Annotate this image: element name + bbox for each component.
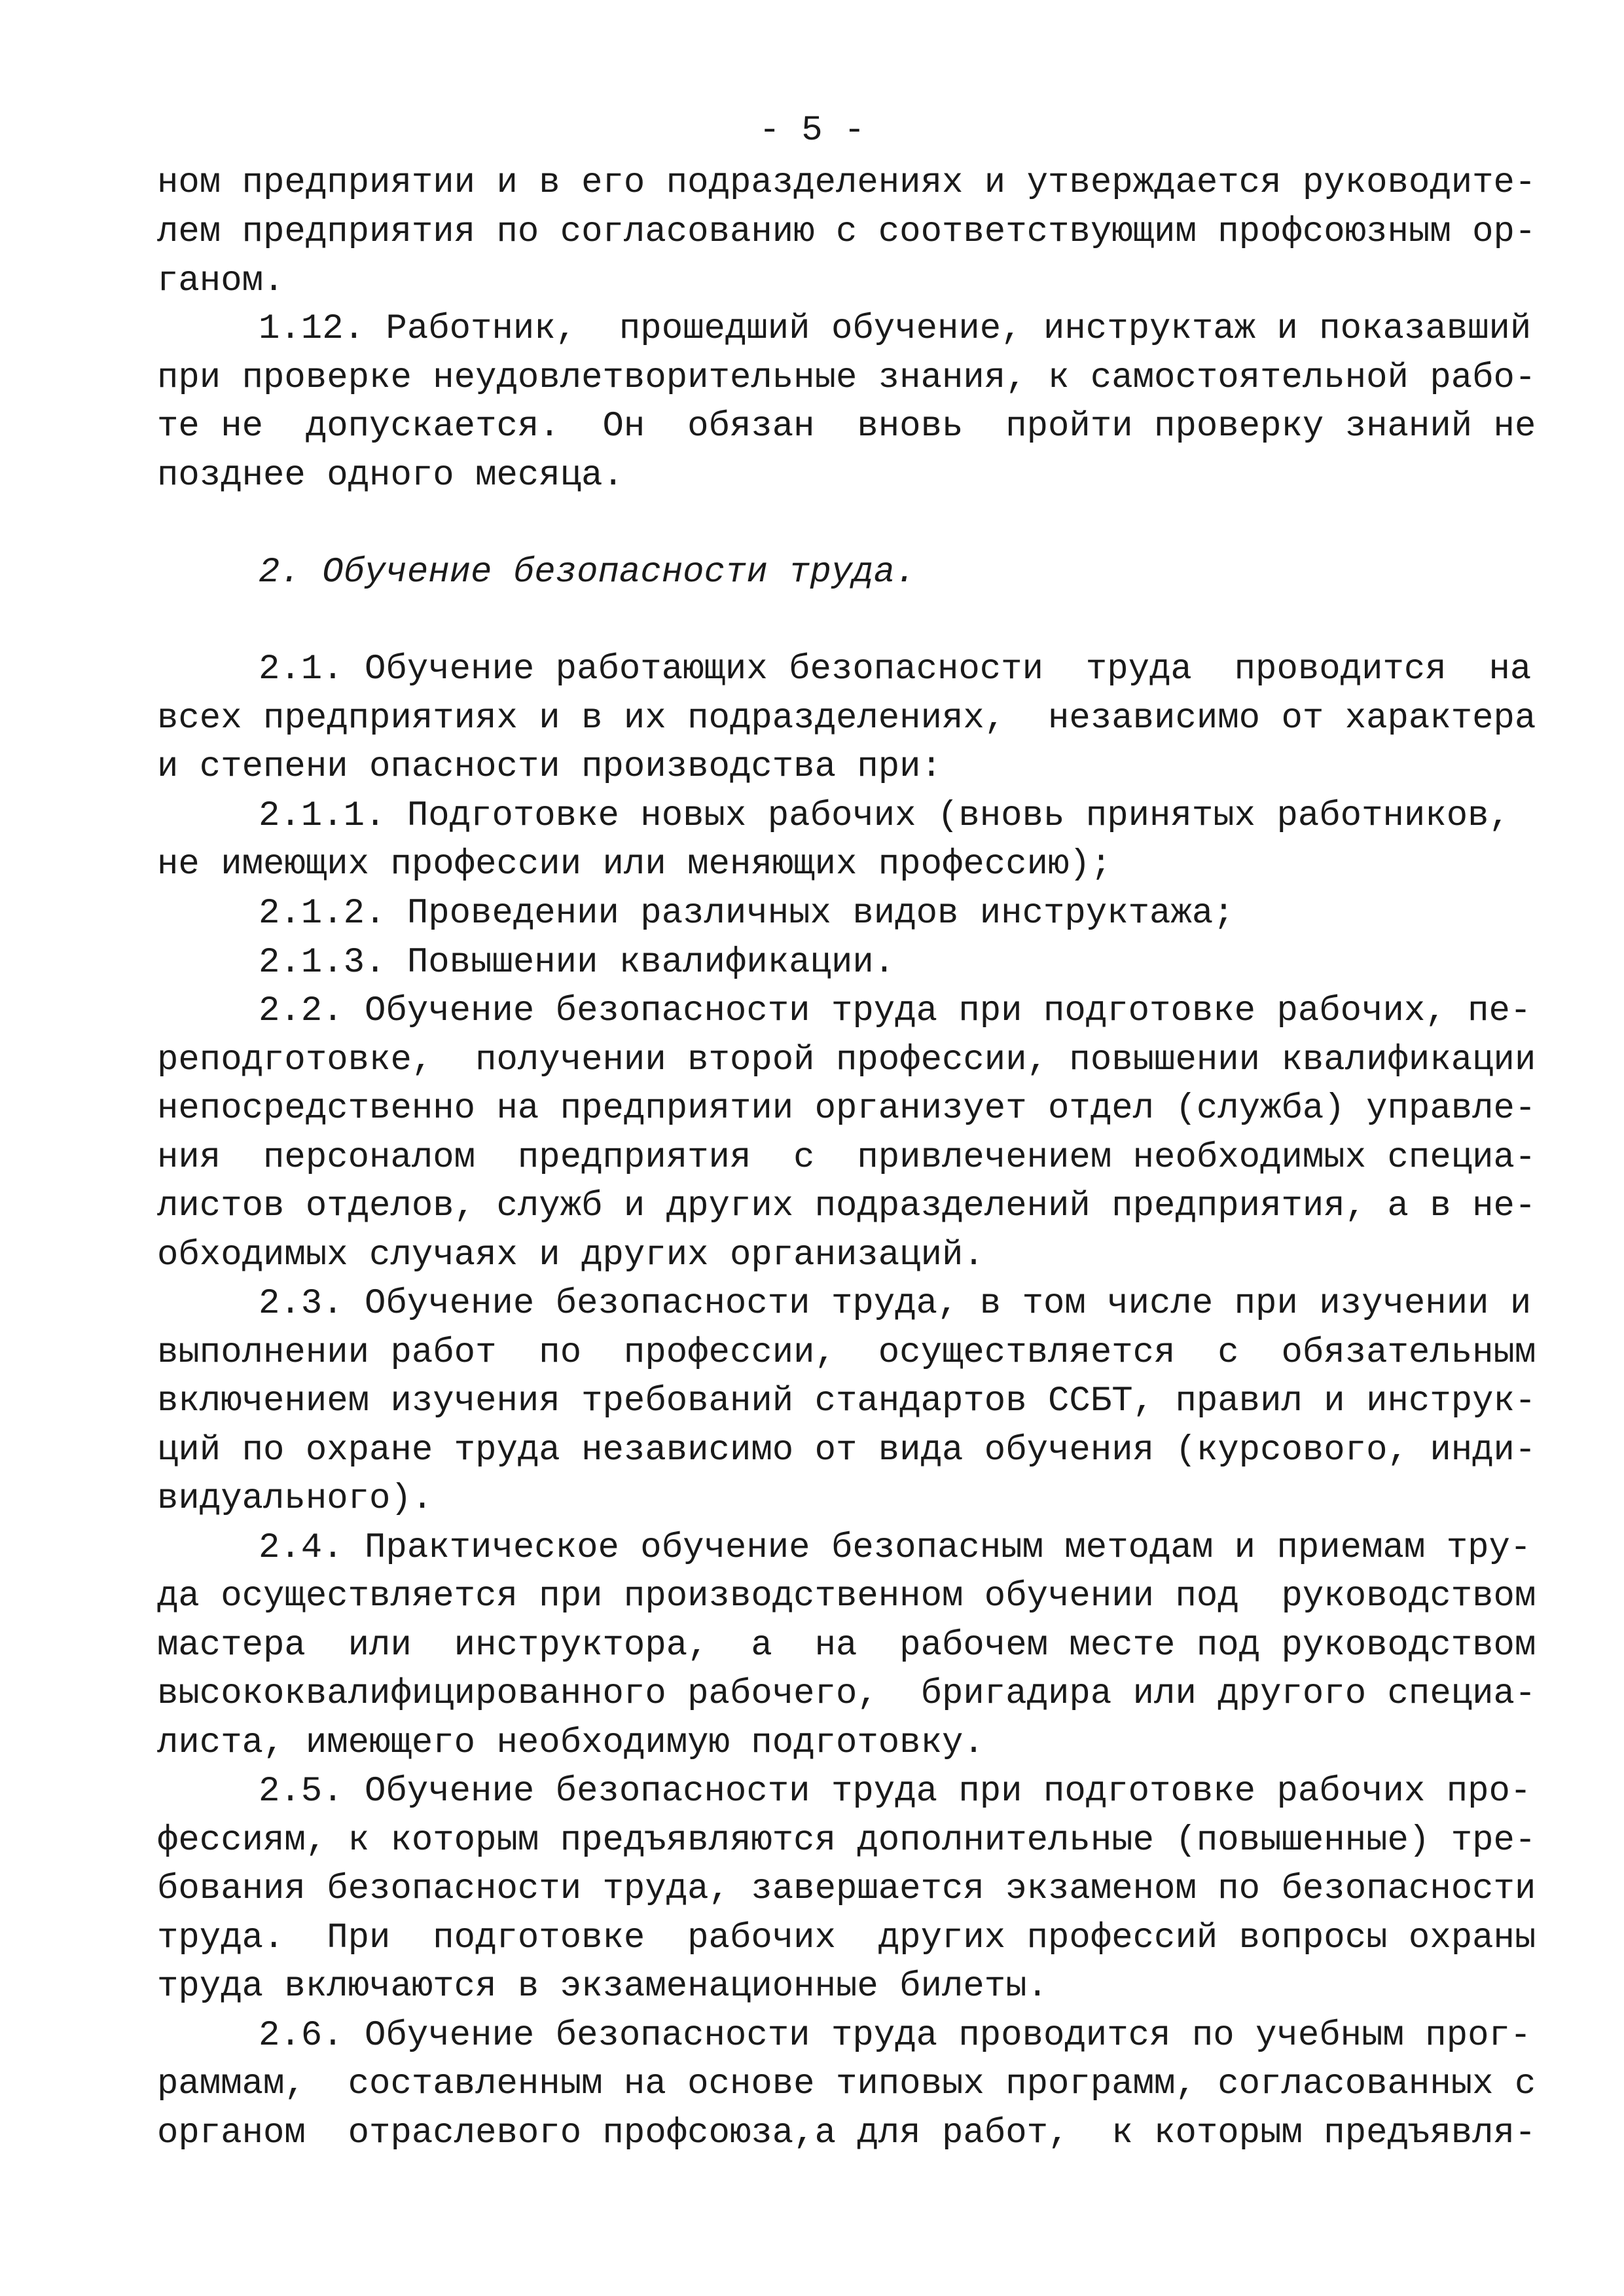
text-line: позднее одного месяца. [157,456,624,496]
paragraph-first-line: 2.1.2. Проведении различных видов инструктажа; [259,894,1235,934]
paragraph-first-line: 2.2. Обучение безопасности труда при подготовке рабочих, пе- [259,991,1532,1031]
text-line: те не допускается. Он обязан вновь пройти проверку знаний не [157,407,1536,446]
text-line: при проверке неудовлетворительные знания, к самостоятельной рабо- [157,358,1536,398]
text-line: труда. При подготовке рабочих других профессий вопросы охраны [157,1918,1536,1958]
text-line: всех предприятиях и в их подразделениях, независимо от характера [157,699,1536,738]
paragraph-first-line: 2.4. Практическое обучение безопасным методам и приемам тру- [259,1528,1532,1568]
text-line: видуального). [157,1479,433,1519]
paragraph-first-line: 2.3. Обучение безопасности труда, в том числе при изучении и [259,1284,1532,1324]
paragraph-first-line: 1.12. Работник, прошедший обучение, инструктаж и показавший [259,309,1532,349]
text-line: и степени опасности производства при: [157,747,942,787]
text-line: ном предприятии и в его подразделениях и утверждается руководите- [157,163,1536,203]
text-line: мастера или инструктора, а на рабочем месте под руководством [157,1626,1536,1666]
text-line: непосредственно на предприятии организует отдел (служба) управле- [157,1089,1536,1129]
text-line: не имеющих профессии или меняющих профессию); [157,845,1112,884]
text-line: обходимых случаях и других организаций. [157,1235,984,1275]
text-line: органом отраслевого профсоюза,а для работ, к которым предъявля- [157,2113,1536,2153]
section-heading: 2. Обучение безопасности труда. [259,553,916,592]
paragraph-first-line: 2.1.1. Подготовке новых рабочих (вновь принятых работников, [259,796,1510,836]
text-line: да осуществляется при производственном обучении под руководством [157,1576,1536,1616]
page-number: - 5 - [759,111,865,151]
text-line: выполнении работ по профессии, осуществляется с обязательным [157,1333,1536,1373]
paragraph-first-line: 2.1. Обучение работающих безопасности труда проводится на [259,649,1532,689]
text-line: раммам, составленным на основе типовых программ, согласованных с [157,2064,1536,2104]
paragraph-first-line: 2.6. Обучение безопасности труда проводится по учебным прог- [259,2016,1532,2056]
text-line: реподготовке, получении второй профессии, повышении квалификации [157,1040,1536,1080]
text-line: листа, имеющего необходимую подготовку. [157,1723,984,1763]
text-line: ганом. [157,261,285,301]
paragraph-first-line: 2.1.3. Повышении квалификации. [259,943,895,983]
text-line: ций по охране труда независимо от вида обучения (курсового, инди- [157,1430,1536,1470]
text-line: включением изучения требований стандартов ССБТ, правил и инструк- [157,1381,1536,1421]
text-line: лем предприятия по согласованию с соответствующим профсоюзным ор- [157,212,1536,252]
text-line: ния персоналом предприятия с привлечением необходимых специа- [157,1138,1536,1178]
text-line: листов отделов, служб и других подразделений предприятия, а в не- [157,1186,1536,1226]
paragraph-first-line: 2.5. Обучение безопасности труда при подготовке рабочих про- [259,1772,1532,1812]
text-line: труда включаются в экзаменационные билеты. [157,1967,1049,2007]
text-line: фессиям, к которым предъявляются дополнительные (повышенные) тре- [157,1821,1536,1861]
text-line: бования безопасности труда, завершается экзаменом по безопасности [157,1869,1536,1909]
text-line: высококвалифицированного рабочего, бригадира или другого специа- [157,1674,1536,1714]
